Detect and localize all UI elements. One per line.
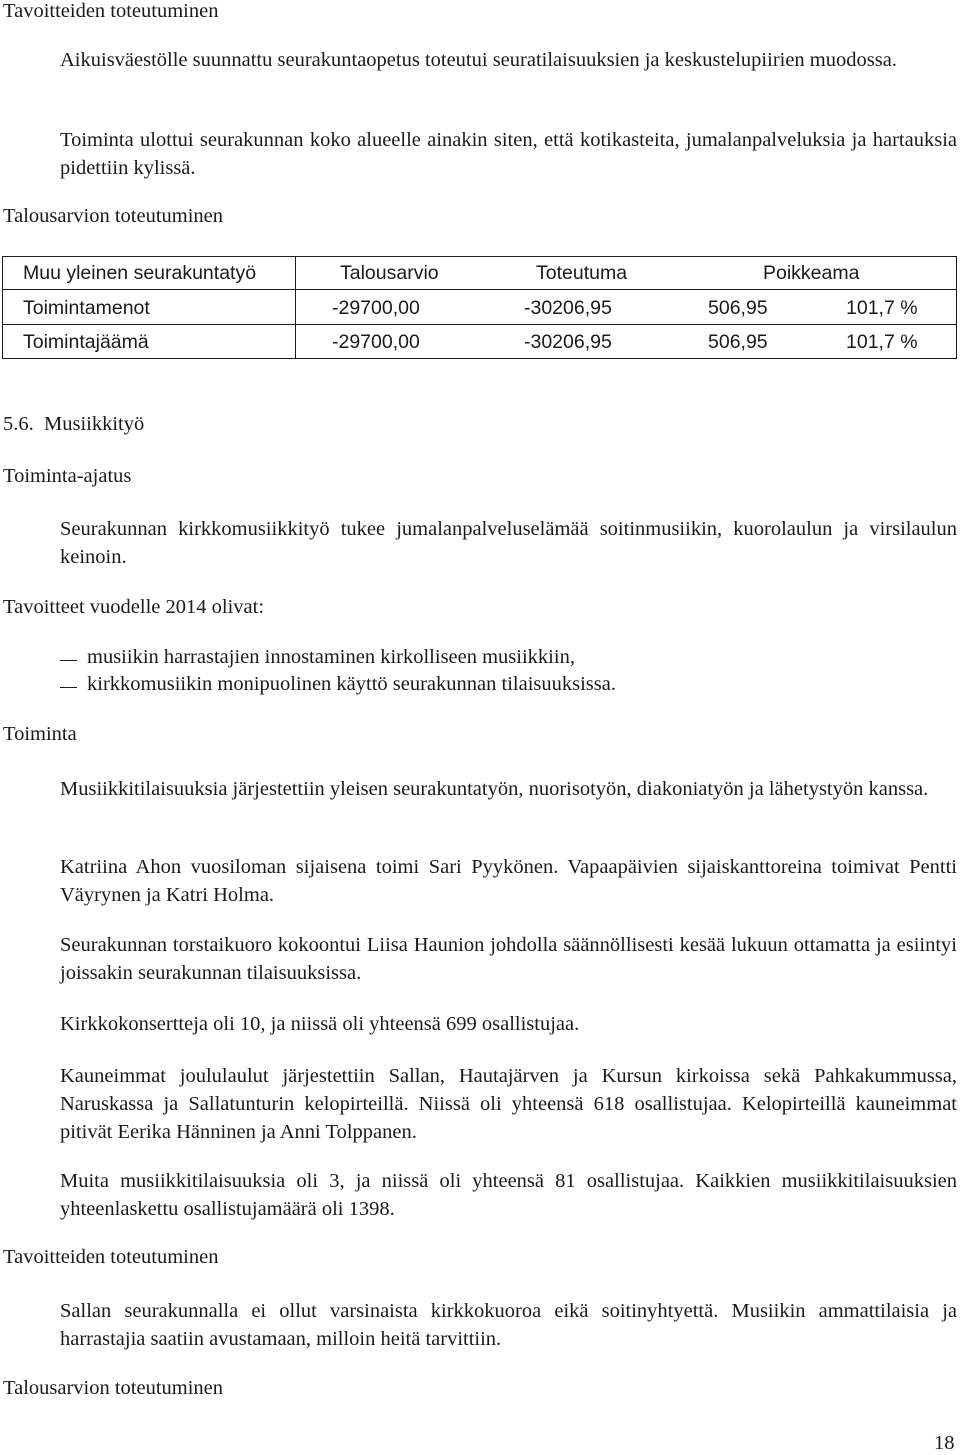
paragraph-sallan-seurakunta: Sallan seurakunnalla ei ollut varsinaista kirkkokuoroa eikä soitinyhtyettä. Musiikin ammattilaisia ja harrastajia saatiin avustamaan, milloin heitä tarvittiin.	[60, 1300, 957, 1350]
table-cell: -29700,00	[332, 331, 420, 353]
table-divider	[295, 257, 296, 358]
paragraph-toiminta-ulottui: Toiminta ulottui seurakunnan koko alueelle ainakin siten, että kotikasteita, jumalanpalveluksia ja hartauksia pidettiin kylissä.	[60, 129, 957, 179]
table-cell: 506,95	[708, 297, 768, 319]
dash-bullet-icon	[60, 687, 77, 688]
table-header: Talousarvio	[340, 262, 439, 284]
paragraph-sijaiset: Katriina Ahon vuosiloman sijaisena toimi Sari Pyykönen. Vapaapäivien sijaiskanttoreina toimivat Pentti Väyrynen ja Katri Holma.	[60, 856, 957, 906]
table-cell: -29700,00	[332, 297, 420, 319]
paragraph-kauneimmat-joululaulut: Kauneimmat joululaulut järjestettiin Sallan, Hautajärven ja Kursun kirkoissa sekä Pahkakummussa, Naruskassa ja Sallatunturin kelopirteillä. Niissä oli yhteensä 618 osallistujaa. Kelopirteillä kauneimmat pitivät Eerika Hänninen ja Anni Tolppanen.	[60, 1065, 957, 1143]
heading-tavoitteiden-toteutuminen: Tavoitteiden toteutuminen	[3, 0, 219, 22]
list-item-text: musiikin harrastajien innostaminen kirkolliseen musiikkiin,	[87, 646, 575, 668]
section-heading-musiikkityo: 5.6. Musiikkityö	[3, 413, 145, 435]
table-cell: -30206,95	[524, 297, 612, 319]
page-number: 18	[934, 1432, 955, 1454]
paragraph-musiikkitilaisuuksia: Musiikkitilaisuuksia järjestettiin yleisen seurakuntatyön, nuorisotyön, diakoniatyön ja lähetystyön kanssa.	[60, 778, 929, 800]
dash-bullet-icon	[60, 660, 77, 661]
heading-toiminta-ajatus: Toiminta-ajatus	[3, 465, 132, 487]
heading-talousarvion-toteutuminen-2: Talousarvion toteutuminen	[3, 1377, 224, 1399]
table-divider	[3, 289, 956, 290]
paragraph-muita-tilaisuuksia: Muita musiikkitilaisuuksia oli 3, ja niissä oli yhteensä 81 osallistujaa. Kaikkien musiikkitilaisuuksien yhteenlaskettu osallistujamäärä oli 1398.	[60, 1170, 957, 1220]
table-header: Poikkeama	[763, 262, 860, 284]
paragraph-aikuisvaesto: Aikuisväestölle suunnattu seurakuntaopetus toteutui seuratilaisuuksien ja keskustelupiirien muodossa.	[60, 49, 897, 71]
table-cell: 101,7 %	[846, 331, 918, 353]
table-cell: Toimintajäämä	[23, 331, 149, 353]
paragraph-torstaikuoro: Seurakunnan torstaikuoro kokoontui Liisa Haunion johdolla säännöllisesti kesää lukuun ottamatta ja esiintyi joissakin seurakunnan tilaisuuksissa.	[60, 934, 957, 984]
budget-table	[2, 256, 957, 359]
table-header: Muu yleinen seurakuntatyö	[23, 262, 257, 284]
heading-toiminta: Toiminta	[3, 723, 77, 745]
table-cell: 101,7 %	[846, 297, 918, 319]
table-cell: 506,95	[708, 331, 768, 353]
table-header: Toteutuma	[536, 262, 628, 284]
paragraph-kirkkokonsertit: Kirkkokonsertteja oli 10, ja niissä oli yhteensä 699 osallistujaa.	[60, 1013, 580, 1035]
table-cell: -30206,95	[524, 331, 612, 353]
paragraph-kirkkomusiikkityo: Seurakunnan kirkkomusiikkityö tukee jumalanpalveluselämää soitinmusiikin, kuorolaulun ja virsilaulun keinoin.	[60, 518, 957, 568]
table-cell: Toimintamenot	[23, 297, 150, 319]
list-item-text: kirkkomusiikin monipuolinen käyttö seurakunnan tilaisuuksissa.	[87, 673, 616, 695]
heading-tavoitteet-2014: Tavoitteet vuodelle 2014 olivat:	[3, 596, 265, 618]
heading-talousarvion-toteutuminen: Talousarvion toteutuminen	[3, 205, 224, 227]
table-divider	[3, 324, 956, 325]
heading-tavoitteiden-toteutuminen-2: Tavoitteiden toteutuminen	[3, 1246, 219, 1268]
